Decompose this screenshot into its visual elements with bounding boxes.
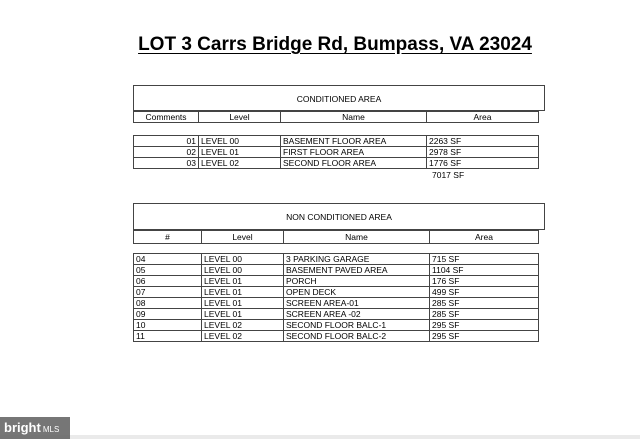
row-id: 07 [134,287,202,298]
row-level: LEVEL 02 [202,320,284,331]
bottom-bar [0,435,640,439]
col-header-level: Level [202,231,284,244]
row-name: SECOND FLOOR AREA [281,158,427,169]
table-row [134,298,539,309]
watermark-suffix: MLS [42,425,60,434]
table-row [134,309,539,320]
row-area: 2263 SF [427,136,539,147]
row-id: 03 [134,158,199,169]
conditioned-section-title: CONDITIONED AREA [296,94,382,104]
row-name: OPEN DECK [284,287,430,298]
table-row [134,331,539,342]
row-name: BASEMENT PAVED AREA [284,265,430,276]
table-row [134,147,539,158]
non-conditioned-header-table [133,230,539,244]
page-title [0,34,640,56]
row-area: 285 SF [430,309,539,320]
row-id: 05 [134,265,202,276]
row-name: BASEMENT FLOOR AREA [281,136,427,147]
table-row [134,320,539,331]
row-area: 1776 SF [427,158,539,169]
non-conditioned-rows-table [133,253,539,342]
col-header-area: Area [430,231,539,244]
row-area: 285 SF [430,298,539,309]
row-area: 499 SF [430,287,539,298]
row-name: SCREEN AREA -02 [284,309,430,320]
row-level: LEVEL 01 [202,287,284,298]
row-id: 08 [134,298,202,309]
row-name: SECOND FLOOR BALC-2 [284,331,430,342]
title-text: LOT 3 Carrs Bridge Rd, Bumpass, VA 23024 [138,34,532,55]
row-name: 3 PARKING GARAGE [284,254,430,265]
conditioned-rows-table [133,135,539,169]
row-area: 1104 SF [430,265,539,276]
table-row [134,287,539,298]
row-id: 06 [134,276,202,287]
col-header-comments: Comments [134,112,199,123]
table-row [134,265,539,276]
table-row [134,254,539,265]
col-header-name: Name [281,112,427,123]
row-area: 715 SF [430,254,539,265]
table-row [134,136,539,147]
row-area: 2978 SF [427,147,539,158]
table-row [134,158,539,169]
row-level: LEVEL 02 [202,331,284,342]
row-area: 295 SF [430,331,539,342]
col-header-name: Name [284,231,430,244]
row-id: 11 [134,331,202,342]
table-row [134,276,539,287]
row-name: FIRST FLOOR AREA [281,147,427,158]
row-level: LEVEL 00 [202,254,284,265]
col-header-number: # [134,231,202,244]
row-id: 10 [134,320,202,331]
row-area: 295 SF [430,320,539,331]
conditioned-total: 7017 SF [432,170,465,180]
brightmls-watermark-logo [0,417,70,439]
row-id: 04 [134,254,202,265]
row-level: LEVEL 02 [199,158,281,169]
row-level: LEVEL 00 [199,136,281,147]
row-name: SCREEN AREA-01 [284,298,430,309]
row-id: 09 [134,309,202,320]
col-header-level: Level [199,112,281,123]
row-level: LEVEL 01 [202,298,284,309]
row-name: PORCH [284,276,430,287]
row-level: LEVEL 01 [199,147,281,158]
conditioned-header-table [133,111,539,123]
watermark-brand: bright [4,420,41,435]
row-area: 176 SF [430,276,539,287]
row-id: 02 [134,147,199,158]
non-conditioned-section-title: NON CONDITIONED AREA [286,212,392,222]
row-name: SECOND FLOOR BALC-1 [284,320,430,331]
col-header-area: Area [427,112,539,123]
row-level: LEVEL 00 [202,265,284,276]
row-id: 01 [134,136,199,147]
row-level: LEVEL 01 [202,309,284,320]
row-level: LEVEL 01 [202,276,284,287]
